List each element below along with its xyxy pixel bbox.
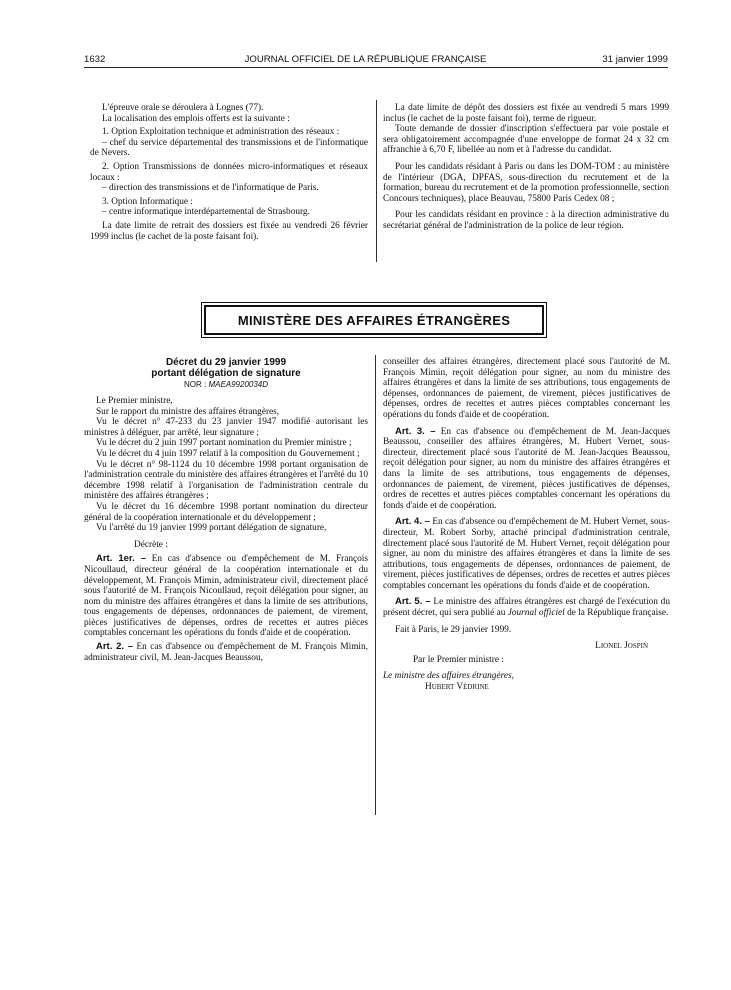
preamble-line: Vu le décret n° 47-233 du 23 janvier 1947 modifié autorisant les ministres à déléguer, par arrêté, leur signature ; (84, 417, 368, 438)
done-at: Fait à Paris, le 29 janvier 1999. (395, 624, 512, 635)
article-2-label: Art. 2. – (96, 641, 134, 653)
signatory-name: Lionel Jospin (595, 641, 648, 652)
article-5-label: Art. 5. – (395, 596, 431, 608)
article-1-text: En cas d'absence ou d'empêchement de M. François Nicoullaud, directeur général de la coopération internationale et du développement, M. François Mimin, administrateur civil, directement placé sous l'autorité de M. François Nicoullaud, reçoit délégation pour signer, au nom du ministre des affaires étrangères et dans la limite de ses attributions, tous engagements de dépenses, ordonnances de paiement, de virement, pièces justificatives de dépenses, ordres de recettes et autres pièces comptables concernant les opérations du fonds d'aide et de coopération. (84, 554, 369, 639)
paragraph: – direction des transmissions et de l'informatique de Paris. (102, 183, 319, 194)
preamble-line: Vu le décret du 4 juin 1997 relatif à la composition du Gouvernement ; (96, 448, 360, 459)
article-3-label: Art. 3. – (395, 425, 436, 437)
article-2-text: En cas d'absence ou d'empêchement de M. François Mimin, administrateur civil, M. Jean-Jacques Beaussou, (84, 642, 368, 663)
paragraph: 1. Option Exploitation technique et administration des réseaux : (102, 127, 340, 138)
paragraph: Toute demande de dossier d'inscription s'effectuera par voie postale et sera obligatoirement accompagnée d'une enveloppe de format 24 x 32 cm affranchie à 6,70 F, libellée au nom et à l'adresse du candidat. (383, 124, 669, 156)
paragraph: La date limite de retrait des dossiers est fixée au vendredi 26 février 1999 inclus (le cachet de la poste faisant foi). (90, 220, 368, 242)
preamble-line: Vu l'arrêté du 19 janvier 1999 portant délégation de signature, (96, 523, 327, 534)
column-divider (375, 355, 376, 815)
nor-reference (84, 380, 368, 389)
article-4-text: En cas d'absence ou d'empêchement de M. Hubert Vernet, sous-directeur, M. Robert Sorby, attaché principal d'administration centrale, directement placé sous l'autorité de M. Hubert Vernet, reçoit délégation pour signer, au nom du ministre des affaires étrangères et dans la limite de ses attributions, tous engagements de dépenses, ordonnances de paiement, de virement, pièces justificatives de dépenses, ordres de recettes et autres pièces comptables concernant les opérations du fonds d'aide et de coopération. (383, 517, 670, 591)
journal-officiel-ref: Journal officiel (507, 608, 565, 619)
preamble-line: Sur le rapport du ministre des affaires étrangères, (96, 406, 280, 417)
article-4 (383, 517, 670, 591)
top-left-column (90, 103, 368, 242)
decrete-line: Décrète : (134, 539, 168, 550)
preamble-line: Vu le décret du 16 décembre 1998 portant nomination du directeur général de la coopération internationale et du développement ; (84, 501, 368, 523)
par-le-premier-ministre: Par le Premier ministre : (413, 654, 504, 665)
decree-left-column (84, 396, 368, 663)
article-2-continued: conseiller des affaires étrangères, directement placé sous l'autorité de M. François Mimin, reçoit délégation pour signer, au nom du ministre des affaires étrangères et dans la limite de ses attributions, tous engagements de dépenses, ordonnances de paiement, de virement, pièces justificatives de dépenses, ordres de recettes et autres pièces comptables concernant les opérations du fonds d'aide et de coopération. (383, 357, 670, 420)
header-rule (84, 67, 668, 68)
article-4-label: Art. 4. – (395, 516, 430, 528)
article-5-text-pre: Le ministre des affaires étrangères est chargé de l'exécution du présent décret, qui sera publié au (383, 597, 670, 619)
paragraph: 2. Option Transmissions de données micro-informatiques et réseaux locaux : (90, 161, 368, 183)
decree-title-line1: Décret du 29 janvier 1999 (165, 357, 287, 368)
paragraph: La localisation des emplois offerts est la suivante : (102, 113, 290, 124)
decree-right-column (383, 357, 670, 693)
issue-date: 31 janvier 1999 (602, 54, 668, 65)
article-1-label: Art. 1er. – (96, 553, 147, 565)
journal-title: JOURNAL OFFICIEL DE LA RÉPUBLIQUE FRANÇAISE (244, 54, 487, 65)
preamble-line: Vu le décret n° 98-1124 du 10 décembre 1998 portant organisation de l'administration centrale du ministère des affaires étrangères et l'arrêté du 10 décembre 1998 relatif à l'organisation de l'administration centrale du ministère des affaires étrangères ; (84, 459, 368, 502)
decree-title (84, 357, 368, 379)
decree-title-line2: portant délégation de signature (151, 368, 301, 379)
article-3 (383, 427, 670, 512)
nor-label: NOR : (183, 380, 207, 389)
paragraph: 3. Option Informatique : (102, 196, 193, 207)
paragraph: L'épreuve orale se déroulera à Lognes (77). (102, 103, 264, 113)
article-5 (383, 597, 670, 618)
column-divider (376, 100, 377, 262)
paragraph: – chef du service départemental des transmissions et de l'informatique de Nevers. (90, 137, 368, 159)
preamble-line: Le Premier ministre, (96, 396, 173, 406)
paragraph: La date limite de dépôt des dossiers est fixée au vendredi 5 mars 1999 inclus (le cachet de la poste faisant foi), terme de rigueur. (383, 103, 669, 124)
page-number: 1632 (84, 54, 106, 65)
minister-name: Hubert Védrine (425, 682, 489, 693)
preamble-line: Vu le décret du 2 juin 1997 portant nomination du Premier ministre ; (96, 438, 352, 449)
article-3-text: En cas d'absence ou d'empêchement de M. Jean-Jacques Beaussou, conseiller des affaires étrangères, M. Hubert Vernet, sous-directeur, directement placé sous l'autorité de M. Jean-Jacques Beaussou, reçoit délégation pour signer, au nom du ministre des affaires étrangères et dans la limite de ses attributions, tous engagements de dépenses, ordonnances de paiement, de virement, pièces justificatives de dépenses, ordres de recettes et autres pièces comptables concernant les opérations du fonds d'aide et de coopération. (383, 426, 670, 511)
article-5-text-post: de la République française. (564, 608, 669, 619)
article-2 (84, 642, 368, 663)
minister-title: Le ministre des affaires étrangères, (383, 671, 514, 682)
paragraph: – centre informatique interdépartemental de Strasbourg. (102, 207, 310, 218)
article-1 (84, 554, 368, 639)
paragraph: Pour les candidats résidant à Paris ou dans les DOM-TOM : au ministère de l'intérieur (DGA, DPFAS, sous-direction du recrutement et de la formation, bureau du recrutement et de la promotion professionnelle, section Concours techniques), place Beauvau, 75800 Paris Cedex 08 ; (383, 161, 669, 204)
top-right-column (383, 103, 669, 232)
ministry-heading: MINISTÈRE DES AFFAIRES ÉTRANGÈRES (204, 305, 544, 335)
paragraph: Pour les candidats résidant en province : à la direction administrative du secrétariat général de l'administration de la police de leur région. (383, 210, 669, 231)
nor-code: MAEA9920034D (208, 380, 269, 389)
